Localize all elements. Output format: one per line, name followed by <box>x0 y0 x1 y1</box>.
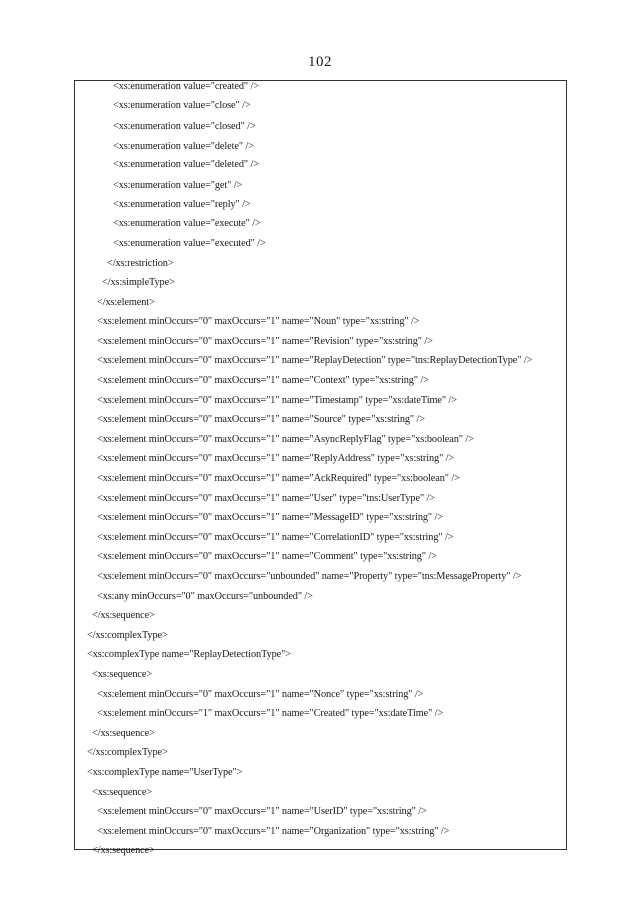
code-line: <xs:element minOccurs="0" maxOccurs="1" name="ReplyAddress" type="xs:string" /> <box>97 453 455 464</box>
code-line: <xs:element minOccurs="0" maxOccurs="1" name="MessageID" type="xs:string" /> <box>97 512 443 523</box>
code-line: </xs:sequence> <box>92 845 155 856</box>
code-line: <xs:element minOccurs="0" maxOccurs="1" name="Comment" type="xs:string" /> <box>97 551 437 562</box>
code-line: <xs:enumeration value="reply" /> <box>113 199 251 210</box>
code-line: </xs:complexType> <box>87 747 168 758</box>
code-line: </xs:sequence> <box>92 728 155 739</box>
code-line: <xs:element minOccurs="0" maxOccurs="1" name="UserID" type="xs:string" /> <box>97 806 427 817</box>
code-line: <xs:complexType name="ReplayDetectionType"> <box>87 649 291 660</box>
code-line: <xs:element minOccurs="0" maxOccurs="unbounded" name="Property" type="tns:MessageProperty" /> <box>97 571 522 582</box>
code-line: <xs:element minOccurs="0" maxOccurs="1" name="Timestamp" type="xs:dateTime" /> <box>97 395 457 406</box>
code-line: <xs:element minOccurs="0" maxOccurs="1" name="Revision" type="xs:string" /> <box>97 336 433 347</box>
page-number: 102 <box>308 54 332 70</box>
code-line: </xs:sequence> <box>92 610 155 621</box>
code-line: <xs:element minOccurs="0" maxOccurs="1" name="AckRequired" type="xs:boolean" /> <box>97 473 460 484</box>
code-line: <xs:element minOccurs="0" maxOccurs="1" name="Source" type="xs:string" /> <box>97 414 425 425</box>
code-line: <xs:element minOccurs="0" maxOccurs="1" name="CorrelationID" type="xs:string" /> <box>97 532 454 543</box>
code-line: <xs:sequence> <box>92 669 153 680</box>
code-line: <xs:element minOccurs="1" maxOccurs="1" name="Created" type="xs:dateTime" /> <box>97 708 444 719</box>
code-line: <xs:any minOccurs="0" maxOccurs="unbounded" /> <box>97 591 313 602</box>
code-line: </xs:complexType> <box>87 630 168 641</box>
code-line: </xs:simpleType> <box>102 277 175 288</box>
code-line: <xs:enumeration value="get" /> <box>113 180 243 191</box>
code-line: <xs:enumeration value="execute" /> <box>113 218 261 229</box>
code-line: <xs:element minOccurs="0" maxOccurs="1" name="ReplayDetection" type="tns:ReplayDetectionType" /> <box>97 355 533 366</box>
code-line: <xs:element minOccurs="0" maxOccurs="1" name="Context" type="xs:string" /> <box>97 375 429 386</box>
code-line: <xs:sequence> <box>92 787 153 798</box>
code-line: <xs:enumeration value="deleted" /> <box>113 159 259 170</box>
code-line: <xs:enumeration value="close" /> <box>113 100 251 111</box>
code-line: <xs:enumeration value="created" /> <box>113 81 259 92</box>
code-line: <xs:enumeration value="closed" /> <box>113 121 256 132</box>
code-line: <xs:element minOccurs="0" maxOccurs="1" name="Organization" type="xs:string" /> <box>97 826 450 837</box>
code-line: <xs:element minOccurs="0" maxOccurs="1" name="Nonce" type="xs:string" /> <box>97 689 424 700</box>
code-line: <xs:enumeration value="executed" /> <box>113 238 266 249</box>
code-line: </xs:element> <box>97 297 155 308</box>
code-line: <xs:element minOccurs="0" maxOccurs="1" name="Noun" type="xs:string" /> <box>97 316 420 327</box>
code-line: </xs:restriction> <box>107 258 174 269</box>
code-line: <xs:enumeration value="delete" /> <box>113 141 254 152</box>
code-line: <xs:complexType name="UserType"> <box>87 767 243 778</box>
code-line: <xs:element minOccurs="0" maxOccurs="1" name="User" type="tns:UserType" /> <box>97 493 435 504</box>
code-line: <xs:element minOccurs="0" maxOccurs="1" name="AsyncReplyFlag" type="xs:boolean" /> <box>97 434 474 445</box>
